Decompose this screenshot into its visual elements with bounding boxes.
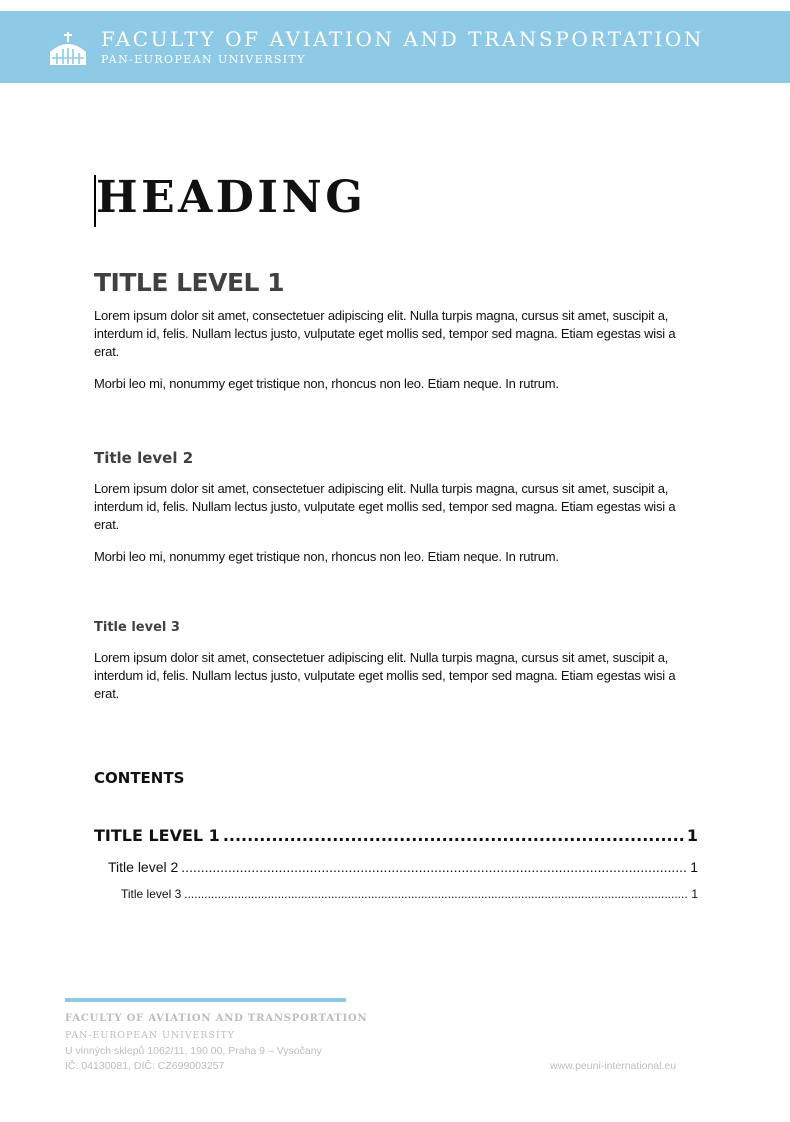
- toc-entry-level-3[interactable]: [121, 887, 698, 901]
- footer-accent-line: [65, 998, 346, 1002]
- toc-entry-page: 1: [691, 887, 698, 901]
- contents-heading: CONTENTS: [94, 769, 185, 787]
- toc-entry-level-1[interactable]: [94, 826, 698, 845]
- toc-leader-dots: [184, 887, 688, 901]
- toc-leader-dots: [181, 859, 687, 875]
- document-heading[interactable]: HEADING: [96, 172, 367, 223]
- toc-entry-label: Title level 2: [108, 859, 179, 875]
- footer-company-ids: IČ: 04130081, DIČ: CZ699003257: [65, 1060, 225, 1072]
- footer-address: U vinných sklepů 1062/11, 190 00, Praha 9 – Vysočany: [65, 1045, 322, 1057]
- section2-paragraph-2[interactable]: Morbi leo mi, nonummy eget tristique non, rhoncus non leo. Etiam neque. In rutrum.: [94, 549, 559, 564]
- header-title: FACULTY OF AVIATION AND TRANSPORTATION: [101, 27, 705, 51]
- toc-entry-level-2[interactable]: [108, 859, 698, 875]
- toc-leader-dots: [223, 826, 684, 845]
- title-level-2[interactable]: Title level 2: [94, 449, 194, 467]
- toc-entry-page: 1: [686, 826, 698, 845]
- section2-paragraph-1[interactable]: Lorem ipsum dolor sit amet, consectetuer adipiscing elit. Nulla turpis magna, cursus sit amet, suscipit a, interdum id, felis. Nullam lectus justo, vulputate eget mollis sed, tempor sed magna. Etiam egestas wisi a erat.: [94, 481, 676, 532]
- section3-paragraph-1[interactable]: Lorem ipsum dolor sit amet, consectetuer adipiscing elit. Nulla turpis magna, cursus sit amet, suscipit a, interdum id, felis. Nullam lectus justo, vulputate eget mollis sed, tempor sed magna. Etiam egestas wisi a erat.: [94, 650, 676, 701]
- footer-subtitle: PAN-EUROPEAN UNIVERSITY: [65, 1030, 235, 1041]
- section1-paragraph-2[interactable]: Morbi leo mi, nonummy eget tristique non, rhoncus non leo. Etiam neque. In rutrum.: [94, 376, 559, 391]
- university-dome-logo-icon: [46, 28, 90, 68]
- header-subtitle: PAN-EUROPEAN UNIVERSITY: [101, 53, 306, 66]
- toc-entry-page: 1: [690, 859, 698, 875]
- footer-title: FACULTY OF AVIATION AND TRANSPORTATION: [65, 1013, 368, 1024]
- title-level-3[interactable]: Title level 3: [94, 620, 180, 635]
- toc-entry-label: TITLE LEVEL 1: [94, 826, 220, 845]
- footer-website[interactable]: www.peuni-international.eu: [550, 1060, 677, 1072]
- section1-paragraph-1[interactable]: Lorem ipsum dolor sit amet, consectetuer adipiscing elit. Nulla turpis magna, cursus sit amet, suscipit a, interdum id, felis. Nullam lectus justo, vulputate eget mollis sed, tempor sed magna. Etiam egestas wisi a erat.: [94, 308, 676, 359]
- toc-entry-label: Title level 3: [121, 887, 182, 901]
- title-level-1[interactable]: TITLE LEVEL 1: [94, 268, 285, 297]
